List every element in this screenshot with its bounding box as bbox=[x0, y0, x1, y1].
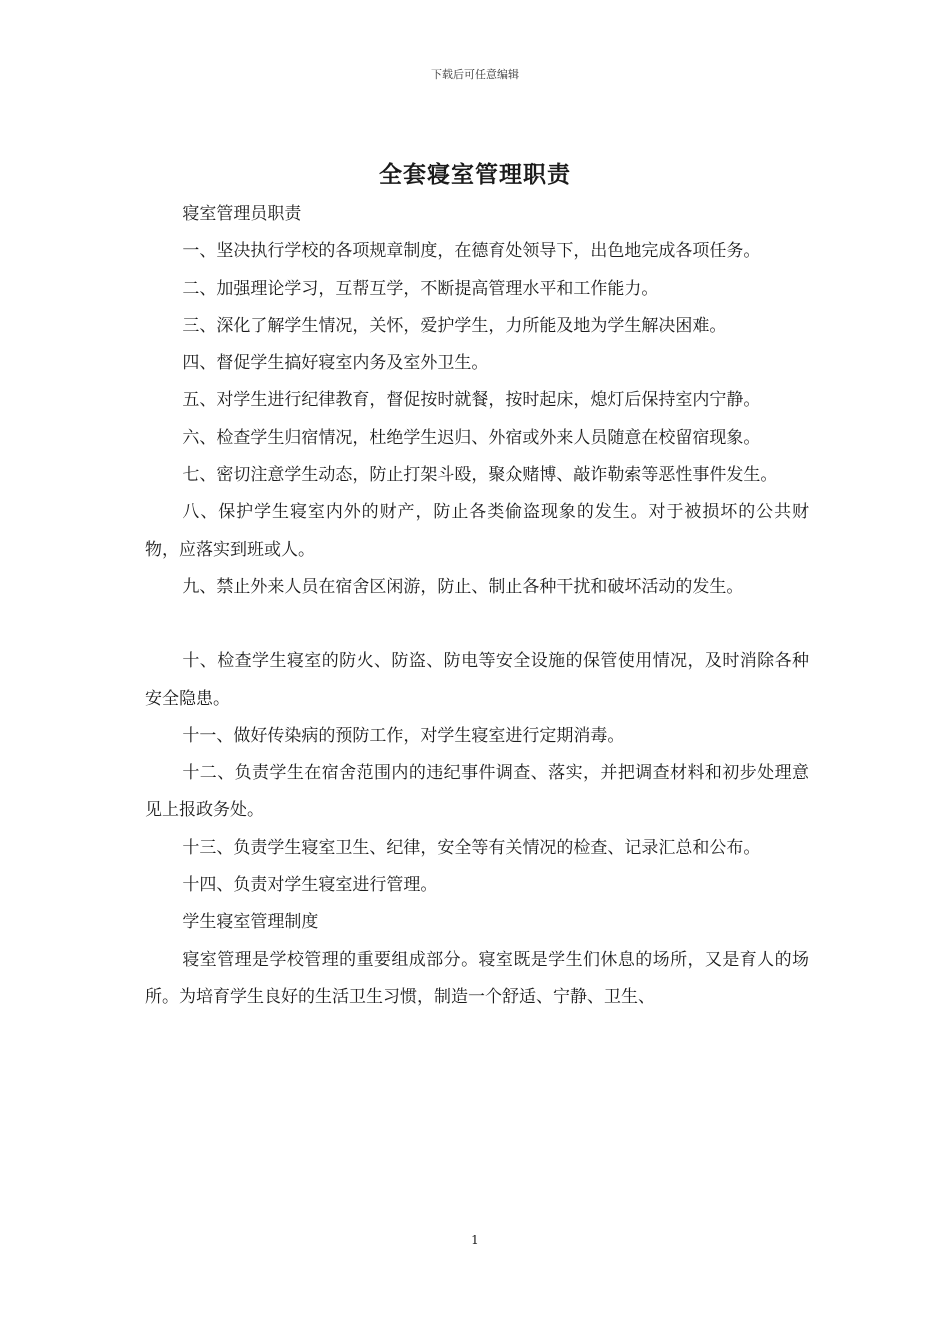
header-note: 下载后可任意编辑 bbox=[431, 68, 519, 81]
paragraph: 十二、负责学生在宿舍范围内的违纪事件调查、落实，并把调查材料和初步处理意见上报政务处。 bbox=[145, 763, 809, 821]
paragraph: 十三、负责学生寝室卫生、纪律，安全等有关情况的检查、记录汇总和公布。 bbox=[182, 837, 761, 858]
paragraph: 十四、负责对学生寝室进行管理。 bbox=[182, 875, 438, 896]
paragraph: 三、深化了解学生情况，关怀，爱护学生，力所能及地为学生解决困难。 bbox=[182, 315, 727, 336]
paragraph: 五、对学生进行纪律教育，督促按时就餐，按时起床，熄灯后保持室内宁静。 bbox=[182, 390, 761, 411]
section-heading: 寝室管理员职责 bbox=[182, 204, 302, 224]
paragraph: 六、检查学生归宿情况，杜绝学生迟归、外宿或外来人员随意在校留宿现象。 bbox=[182, 427, 761, 448]
paragraph: 七、密切注意学生动态，防止打架斗殴，聚众赌博、敲诈勒索等恶性事件发生。 bbox=[182, 465, 778, 486]
paragraph: 十、检查学生寝室的防火、防盗、防电等安全设施的保管使用情况，及时消除各种安全隐患。 bbox=[145, 651, 809, 709]
paragraph: 一、坚决执行学校的各项规章制度，在德育处领导下，出色地完成各项任务。 bbox=[182, 241, 761, 262]
paragraph: 寝室管理是学校管理的重要组成部分。寝室既是学生们休息的场所，又是育人的场所。为培育学生良好的生活卫生习惯，制造一个舒适、宁静、卫生、 bbox=[145, 949, 809, 1007]
paragraph: 十一、做好传染病的预防工作，对学生寝室进行定期消毒。 bbox=[182, 725, 625, 746]
paragraph: 四、督促学生搞好寝室内务及室外卫生。 bbox=[182, 353, 489, 374]
paragraph: 二、加强理论学习，互帮互学，不断提高管理水平和工作能力。 bbox=[182, 278, 659, 299]
document-body bbox=[145, 196, 809, 1016]
document-title: 全套寝室管理职责 bbox=[379, 161, 571, 188]
page-number: 1 bbox=[471, 1233, 479, 1247]
paragraph: 九、禁止外来人员在宿舍区闲游，防止、制止各种干扰和破坏活动的发生。 bbox=[182, 576, 744, 597]
paragraph: 八、保护学生寝室内外的财产，防止各类偷盗现象的发生。对于被损坏的公共财物，应落实到班或人。 bbox=[145, 502, 809, 560]
section-heading: 学生寝室管理制度 bbox=[182, 912, 319, 933]
